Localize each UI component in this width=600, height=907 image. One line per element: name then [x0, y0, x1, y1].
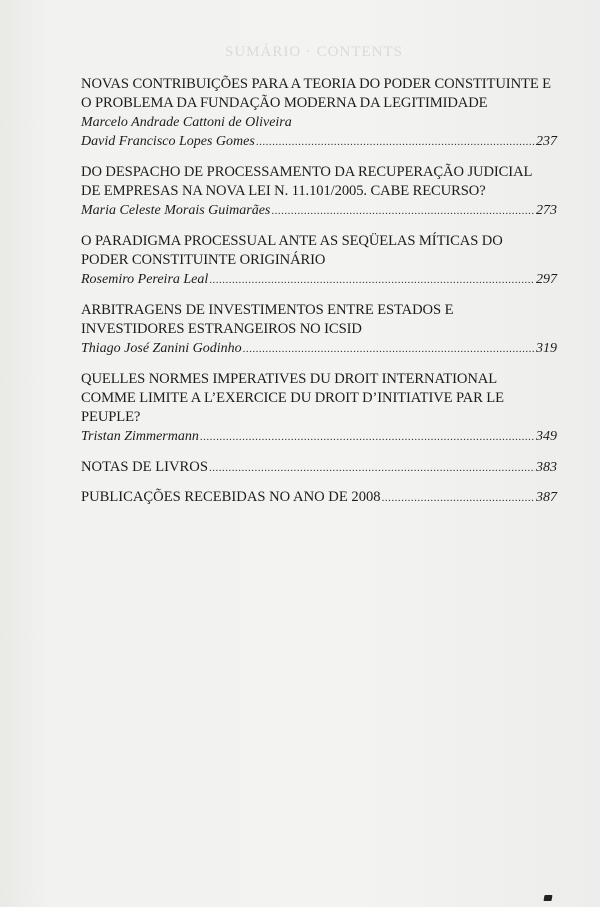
toc-entry	[81, 163, 557, 221]
section-title: PUBLICAÇÕES RECEBIDAS NO ANO DE 2008	[81, 489, 381, 505]
entry-title: NOVAS CONTRIBUIÇÕES PARA A TEORIA DO PODER CONSTITUINTE E	[81, 76, 551, 92]
dot-leader	[382, 489, 535, 508]
toc-entry	[81, 232, 557, 290]
page-number: 349	[536, 429, 557, 444]
entry-author: Maria Celeste Morais Guimarães	[81, 203, 271, 218]
section-title: NOTAS DE LIVROS	[81, 459, 208, 475]
entry-title: INVESTIDORES ESTRANGEIROS NO ICSID	[81, 321, 362, 337]
dot-leader	[200, 428, 535, 447]
toc-entry	[81, 370, 557, 447]
toc-entry	[81, 75, 557, 152]
entry-author-row	[81, 201, 557, 221]
dot-leader	[209, 271, 535, 290]
entry-title: DE EMPRESAS NA NOVA LEI N. 11.101/2005. CABE RECURSO?	[81, 183, 486, 199]
bleed-through-text: SUMÁRIO · CONTENTS	[225, 44, 404, 60]
toc-section	[81, 458, 557, 478]
dot-leader	[243, 340, 535, 359]
entry-title: ARBITRAGENS DE INVESTIMENTOS ENTRE ESTADOS E	[81, 302, 454, 318]
page-number: 383	[536, 460, 557, 475]
toc-section	[81, 488, 557, 508]
entry-title: DO DESPACHO DE PROCESSAMENTO DA RECUPERAÇÃO JUDICIAL	[81, 164, 533, 180]
page-number: 273	[536, 203, 557, 218]
page-number: 297	[536, 272, 557, 287]
entry-title: O PROBLEMA DA FUNDAÇÃO MODERNA DA LEGITIMIDADE	[81, 95, 488, 111]
entry-title: QUELLES NORMES IMPERATIVES DU DROIT INTERNATIONAL	[81, 371, 498, 387]
table-of-contents	[81, 75, 557, 518]
corner-mark	[543, 895, 552, 901]
dot-leader	[271, 202, 535, 221]
entry-title: COMME LIMITE A L’EXERCICE DU DROIT D’INITIATIVE PAR LE	[81, 390, 504, 406]
entry-author: Tristan Zimmermann	[81, 429, 199, 444]
entry-author: David Francisco Lopes Gomes	[81, 134, 255, 149]
entry-author: Marcelo Andrade Cattoni de Oliveira	[81, 115, 292, 130]
dot-leader	[209, 459, 535, 478]
entry-author: Rosemiro Pereira Leal	[81, 272, 209, 287]
entry-author-row	[81, 339, 557, 359]
page-number: 237	[536, 134, 557, 149]
entry-title: PODER CONSTITUINTE ORIGINÁRIO	[81, 252, 326, 268]
page-number: 319	[536, 341, 557, 356]
entry-title: O PARADIGMA PROCESSUAL ANTE AS SEQÜELAS MÍTICAS DO	[81, 233, 503, 249]
entry-author: Thiago José Zanini Godinho	[81, 341, 242, 356]
entry-title: PEUPLE?	[81, 409, 141, 425]
toc-entry	[81, 301, 557, 359]
entry-author-row	[81, 427, 557, 447]
entry-author-row	[81, 270, 557, 290]
page-number: 387	[536, 490, 557, 505]
entry-author-row	[81, 132, 557, 152]
dot-leader	[256, 133, 535, 152]
